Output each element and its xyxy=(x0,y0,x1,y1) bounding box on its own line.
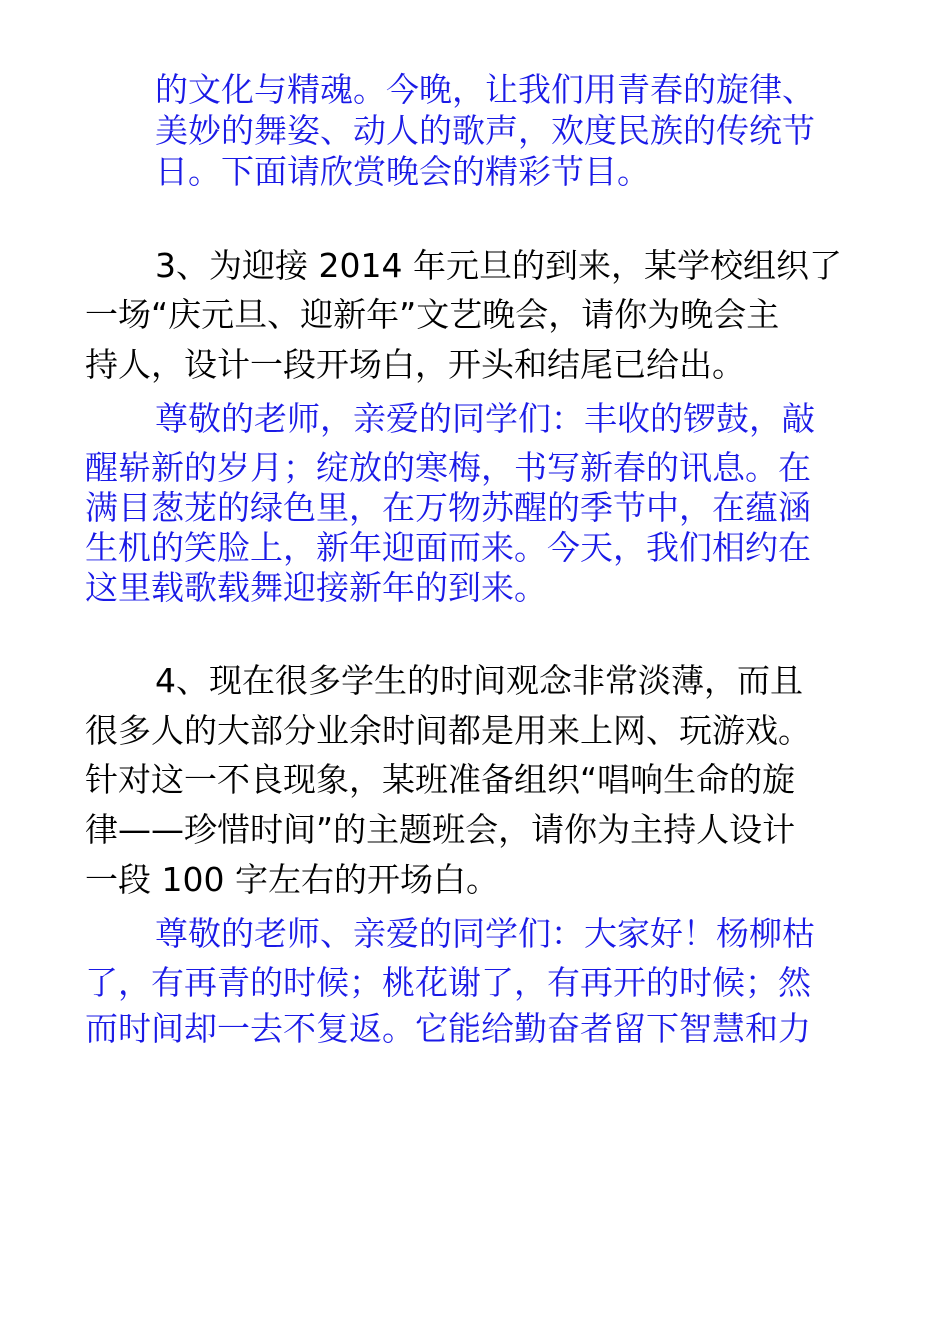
answer-2-line-1: 的文化与精魂。今晚，让我们用青春的旋律、 xyxy=(155,70,815,109)
question-3-line-3: 持人，设计一段开场白，开头和结尾已给出。 xyxy=(85,345,745,384)
question-4-line-3: 针对这一不良现象，某班准备组织“唱响生命的旋 xyxy=(85,760,796,799)
question-4-line-5: 一段 100 字左右的开场白。 xyxy=(85,860,499,899)
answer-2-line-2: 美妙的舞姿、动人的歌声，欢度民族的传统节 xyxy=(155,111,815,150)
question-3-line-1: 3、为迎接 2014 年元旦的到来，某学校组织了 xyxy=(155,246,842,285)
answer-4-line-1: 尊敬的老师、亲爱的同学们：大家好！杨柳枯 xyxy=(155,914,815,953)
question-4-line-1: 4、现在很多学生的时间观念非常淡薄，而且 xyxy=(155,661,803,700)
answer-3-line-5: 这里载歌载舞迎接新年的到来。 xyxy=(85,568,547,607)
answer-3-line-3: 满目葱茏的绿色里，在万物苏醒的季节中，在蕴涵 xyxy=(85,488,811,527)
answer-4-line-2: 了，有再青的时候；桃花谢了，有再开的时候；然 xyxy=(85,963,811,1002)
question-3-line-2: 一场“庆元旦、迎新年”文艺晚会，请你为晚会主 xyxy=(85,295,780,334)
question-4-line-4: 律——珍惜时间”的主题班会，请你为主持人设计 xyxy=(85,810,796,849)
answer-3-line-2: 醒崭新的岁月；绽放的寒梅，书写新春的讯息。在 xyxy=(85,448,811,487)
answer-2-line-3: 日。下面请欣赏晚会的精彩节目。 xyxy=(155,152,650,191)
answer-4-line-3: 而时间却一去不复返。它能给勤奋者留下智慧和力 xyxy=(85,1009,811,1048)
question-4-line-2: 很多人的大部分业余时间都是用来上网、玩游戏。 xyxy=(85,711,811,750)
answer-3-line-1: 尊敬的老师，亲爱的同学们：丰收的锣鼓，敲 xyxy=(155,399,815,438)
answer-3-line-4: 生机的笑脸上，新年迎面而来。今天，我们相约在 xyxy=(85,528,811,567)
